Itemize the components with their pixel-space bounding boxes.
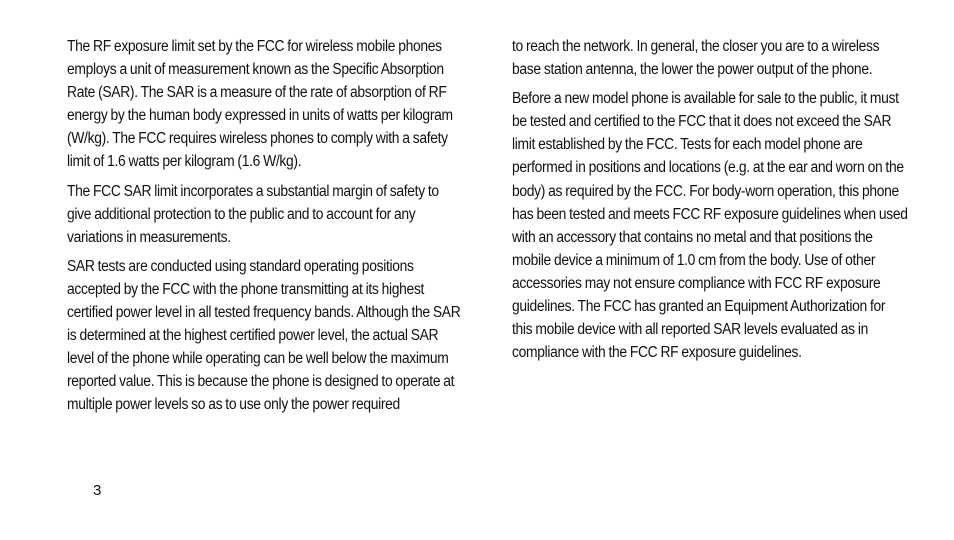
paragraph-network-power: to reach the network. In general, the closer you are to a wireless base station antenna, the lower the power output of the phone. — [512, 38, 880, 79]
paragraph-sar-definition: The RF exposure limit set by the FCC for wireless mobile phones employs a unit of measurement known as the Specific Absorption Rate (SAR). The SAR is a measure of the rate of absorption of RF energy by the human body expressed in units of watts per kilogram (W/kg). The FCC requires wireless phones to comply with a safety limit of 1.6 watts per kilogram (1.6 W/kg). — [67, 38, 453, 171]
right-column — [512, 35, 908, 370]
paragraph-certification: Before a new model phone is available for sale to the public, it must be tested and certified to the FCC that it does not exceed the SAR limit established by the FCC. Tests for each model phone are performed in positions and locations (e.g. at the ear and worn on the body) as required by the FCC. For body-worn operation, this phone has been tested and meets FCC RF exposure guidelines when used with an accessory that contains no metal and that positions the mobile device a minimum of 1.0 cm from the body. Use of other accessories may not ensure compliance with FCC RF exposure guidelines. The FCC has granted an Equipment Authorization for this mobile device with all reported SAR levels evaluated as in compliance with the FCC RF exposure guidelines. — [512, 90, 908, 362]
left-column — [67, 35, 463, 423]
page-number: 3 — [93, 482, 102, 499]
paragraph-sar-tests: SAR tests are conducted using standard operating positions accepted by the FCC with the phone transmitting at its highest certified power level in all tested frequency bands. Although the SAR is determined at the highest certified power level, the actual SAR level of the phone while operating can be well below the maximum reported value. This is because the phone is designed to operate at multiple power levels so as to use only the power required — [67, 257, 461, 414]
paragraph-safety-margin: The FCC SAR limit incorporates a substantial margin of safety to give additional protection to the public and to account for any variations in measurements. — [67, 182, 439, 246]
